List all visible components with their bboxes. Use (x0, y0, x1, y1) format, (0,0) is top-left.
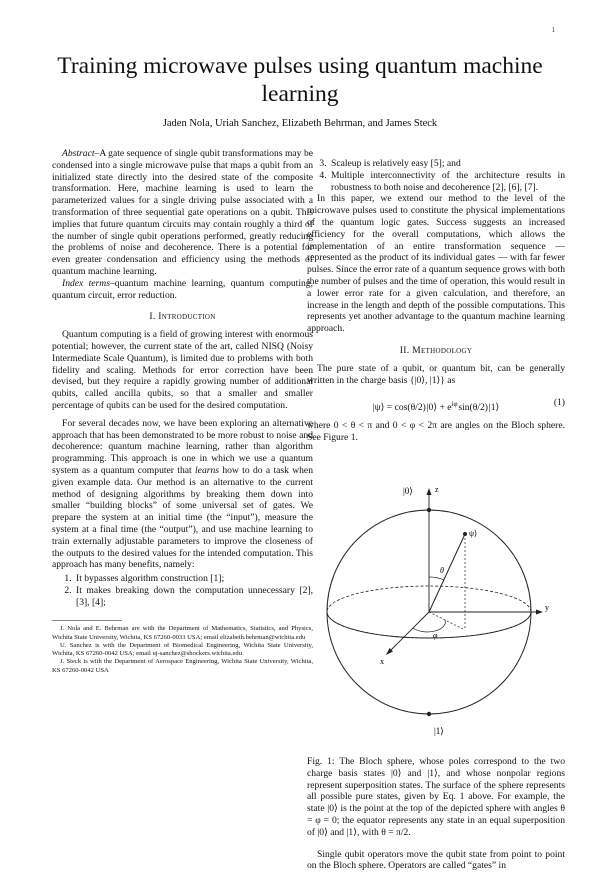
left-column (52, 148, 313, 675)
index-terms-label: Index terms (62, 277, 110, 289)
equation-number: (1) (553, 397, 565, 409)
benefits-list-part1 (52, 573, 313, 608)
section-heading-methodology: II. Methodology (399, 344, 473, 356)
list-item: 4. Multiple interconnectivity of the architecture results in robustness to both noise and decoherence [2], [6], [7]. (329, 170, 565, 194)
list-item: 1. It bypasses algorithm construction [1]; (74, 573, 313, 585)
state-vector (429, 534, 465, 612)
label-ket-1: |1⟩ (434, 725, 444, 736)
list-item: 3. Scaleup is relatively easy [5]; and (329, 158, 565, 170)
intro-p2-part-b: how to do a task when given example data. Our method is an alternative to the current method of designing algorithms by breaking them down into smaller “building blocks” of some universal set of gates. We prepare the system at an initial time (the “input”), measure the system at a final time (the “output”), and use machine learning to train externally adjustable parameters to improve the closeness of the outputs to the desired values for the intended computation. This approach has many benefits, namely: (52, 464, 313, 571)
label-x: x (380, 656, 384, 666)
footnote-2: U. Sanchez is with the Department of Biomedical Engineering, Wichita State University, Wichita, KS 67260-0042 USA; email uj-sanchez@shockers.wichita.edu (52, 641, 313, 658)
bloch-sphere-diagram (307, 452, 565, 752)
page-number: 1 (551, 26, 555, 34)
label-theta: θ (440, 565, 444, 575)
intro-p2-emphasis: learns (195, 464, 219, 476)
methodology-paragraph-1: The pure state of a qubit, or quantum bit, can be generally written in the charge basis {|0⟩, |1⟩} as (307, 362, 565, 386)
methodology-paragraph-2: where 0 < θ < π and 0 < φ < 2π are angles on the Bloch sphere. See Figure 1. (307, 420, 565, 444)
paper-title: Training microwave pulses using quantum machine learning (57, 53, 543, 107)
equator-front (327, 612, 531, 638)
theta-arc (429, 577, 444, 580)
label-psi: ψ⟩ (469, 528, 478, 538)
label-ket-0: |0⟩ (403, 485, 413, 496)
phi-arc (413, 620, 445, 632)
index-terms-text: –quantum machine learning, quantum computing, quantum circuit, error reduction. (52, 277, 313, 301)
azimuth-line (429, 612, 465, 630)
abstract (52, 148, 313, 301)
figure-caption: Fig. 1: The Bloch sphere, whose poles correspond to the two charge basis states |0⟩ and |1⟩, and whose nonpolar regions represent superposition states. The surface of the sphere represents all possible pure states, given by Eq. 1 above. For example, the state |0⟩ is the point at the top of the depicted sphere with angles θ = φ = 0; the equator represents any state in an equal superposition of |0⟩ and |1⟩, with θ = π/2. (307, 755, 565, 838)
list-item: 2. It makes breaking down the computation unnecessary [2], [3], [4]; (74, 585, 313, 609)
bloch-sphere-figure (307, 452, 565, 752)
footnote-rule (52, 620, 122, 621)
intro-p2-part-a: For several decades now, we have been exploring an alternative approach that has been demonstrated to be more robust to noise and decoherence: quantum machine learning, rather than algorithm programming. This approach is one in which we use a quantum system as a quantum computer that (52, 417, 313, 476)
footnote-1: J. Nola and E. Behrman are with the Department of Mathematics, Statistics, and Physics, Wichita State University, Wichita, KS 67260-0033 USA; email elizabeth.behrman@wichita.edu (52, 625, 313, 641)
intro-paragraph-1: Quantum computing is a field of growing interest with enormous potential; however, the current state of the art, called NISQ (Noisy Intermediate Scale Quantum), is limited due to problems with both fidelity and scaling. Methods for error correction have been devised, but they require a rapidly growing number of additional qubits, called ancilla qubits, so that a smaller and smaller percentage of qubits can be used for the desired computation. (52, 329, 313, 411)
paragraph-extension: In this paper, we extend our method to the level of the microwave pulses used to constitute the physical implementations of the quantum logic gates. Success suggests an increased efficiency for the overall computations, which allows the implementation of an entire transformation sequence — represented as the product of its individual gates — with far fewer pulses. Since the error rate of a quantum sequence grows with both the number of pulses and the time of operation, this would result in a lower error rate for a given calculation, and therefore, an increase in the length and depth of the possible computations. This represents yet another advantage to the quantum machine learning approach. (307, 193, 565, 335)
footnotes (52, 625, 313, 674)
abstract-text: –A gate sequence of single qubit transformations may be condensed into a single microwave pulse that maps a qubit from an initialized state directly into the desired state of the composite transformation. Here, machine learning is used to learn the parameterized values for a single driving pulse associated with a transformation of three sequential gate operations on a qubit. This implies that future quantum circuits may contain roughly a third of the number of single qubit operations performed, greatly reducing the problems of noise and decoherence. There is a potential for even greater condensation and efficiency using the methods of quantum machine learning. (52, 148, 313, 277)
abstract-label: Abstract (62, 148, 95, 159)
authors: Jaden Nola, Uriah Sanchez, Elizabeth Behrman, and James Steck (162, 118, 438, 129)
equation-body: |ψ⟩ = cos(θ/2) |0⟩ + $e^{i\varphi}$ sin(θ/2) |1⟩ (372, 399, 500, 413)
paragraph-operators: Single qubit operators move the qubit state from point to point on the Bloch sphere. Operators are called “gates” in (307, 848, 565, 872)
north-pole-point (427, 508, 431, 512)
equation-1 (307, 392, 565, 414)
south-pole-point (427, 712, 431, 716)
label-y: y (545, 602, 549, 612)
label-phi: φ (433, 630, 438, 640)
right-column (307, 158, 565, 872)
y-arrow-icon (536, 609, 543, 614)
benefits-list-part2 (307, 158, 565, 193)
intro-paragraph-2 (52, 418, 313, 571)
z-arrow-icon (427, 488, 432, 495)
section-heading-introduction: I. Introduction (149, 311, 216, 323)
label-z: z (435, 484, 439, 494)
footnote-3: J. Steck is with the Department of Aerospace Engineering, Wichita State University, Wichita, KS 67260-0042 USA (52, 658, 313, 674)
